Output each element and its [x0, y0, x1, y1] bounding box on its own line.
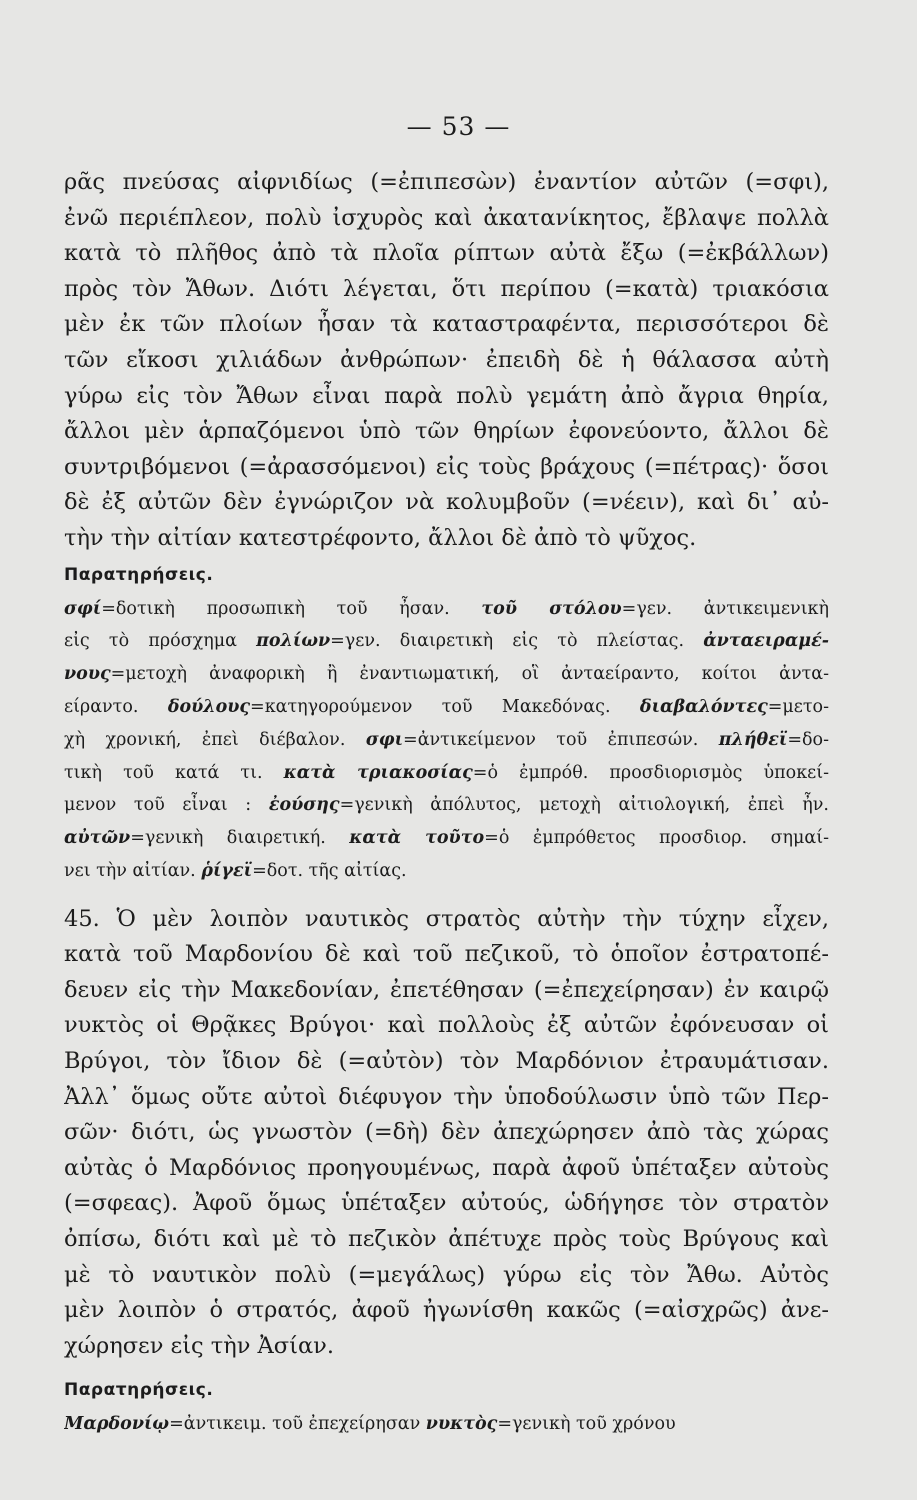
text-line: κατὰ τὸ πλῆθος ἀπὸ τὰ πλοῖα ρίπτων αὐτὰ ἔξω (=ἐκβάλλων): [64, 240, 829, 267]
text-line: μὲν λοιπὸν ὁ στρατός, ἀφοῦ ἠγωνίσθη κακῶς (=αἰσχρῶς) ἀνε-: [64, 1297, 829, 1324]
note-text: =γενικὴ διαιρετική.: [130, 828, 350, 849]
text-line: ρᾶς πνεύσας αἰφνιδίως (=ἐπιπεσὼν) ἐναντίον αὐτῶν (=σφι),: [64, 169, 829, 195]
notes-block-1: [64, 593, 829, 888]
text-line: τὴν τὴν αἰτίαν κατεστρέφοντο, ἄλλοι δὲ ἀπὸ τὸ ψῦχος.: [64, 524, 697, 551]
note-text: μενον τοῦ εἶναι :: [64, 795, 269, 816]
note-term: κατὰ τριακοσίας: [283, 762, 473, 783]
note-text: =δο-: [787, 729, 829, 750]
note-line: [64, 593, 829, 626]
text-line: 45. Ὁ μὲν λοιπὸν ναυτικὸς στρατὸς αὐτὴν τὴν τύχην εἶχεν,: [64, 905, 829, 932]
text-line: δὲ ἐξ αὐτῶν δὲν ἐγνώριζον νὰ κολυμβοῦν (=νέειν), καὶ δι᾽ αὐ-: [64, 489, 829, 516]
note-term: διαβαλόντες: [639, 696, 768, 717]
note-line: [64, 822, 829, 855]
note-term: πλήθεϊ: [718, 729, 788, 750]
note-text: είραντο.: [64, 696, 168, 717]
text-line: Βρύγοι, τὸν ἴδιον δὲ (=αὐτὸν) τὸν Μαρδόνιον ἐτραυμάτισαν.: [64, 1048, 829, 1075]
note-text: =ἀντικείμενον τοῦ ἐπιπεσών.: [403, 729, 719, 750]
text-line: κατὰ τοῦ Μαρδονίου δὲ καὶ τοῦ πεζικοῦ, τὸ ὁποῖον ἐστρατοπέ-: [64, 941, 829, 968]
page-text: [64, 165, 829, 1441]
note-line: [64, 724, 829, 757]
text-line: γύρω εἰς τὸν Ἄθων εἶναι παρὰ πολὺ γεμάτη ἀπὸ ἄγρια θηρία,: [64, 382, 829, 409]
note-text: =δοτ. τῆς αἰτίας.: [252, 860, 407, 881]
note-text: =κατηγορούμενον τοῦ Μακεδόνας.: [250, 696, 640, 717]
text-line: ἐνῶ περιέπλεον, πολὺ ἰσχυρὸς καὶ ἀκατανίκητος, ἔβλαψε πολλὰ: [64, 204, 829, 231]
note-term: Μαρδονίῳ: [64, 1414, 170, 1435]
note-text: =ὁ ἐμπρόθετος προσδιορ. σημαί-: [484, 828, 829, 849]
note-term: ἀνταειραμέ-: [703, 631, 829, 652]
note-text: =μετο-: [767, 696, 829, 717]
note-text: =ὁ ἐμπρόθ. προσδιορισμὸς ὑποκεί-: [472, 762, 829, 783]
text-line: Ἀλλ᾽ ὅμως οὔτε αὐτοὶ διέφυγον τὴν ὑποδούλωσιν ὑπὸ τῶν Περ-: [64, 1083, 829, 1110]
note-text: =γεν. διαιρετικὴ εἰς τὸ πλείστας.: [330, 631, 704, 652]
note-term: ῥίγεϊ: [201, 860, 253, 881]
notes-heading-2: Παρατηρήσεις.: [64, 1380, 214, 1401]
note-line: [64, 855, 829, 888]
notes-block-2: [64, 1408, 829, 1441]
note-text: τικὴ τοῦ κατά τι.: [64, 762, 284, 783]
note-text: χὴ χρονική, ἐπεὶ διέβαλον.: [64, 729, 366, 750]
text-line: νυκτὸς οἱ Θρᾷκες Βρύγοι· καὶ πολλοὺς ἐξ αὐτῶν ἐφόνευσαν οἱ: [64, 1012, 829, 1039]
note-text: =μετοχὴ ἀναφορικὴ ἢ ἐναντιωματική, οἳ ἀνταείραντο, κοίτοι ἀντα-: [110, 664, 829, 685]
note-line: [64, 757, 829, 790]
paragraph-45: [64, 902, 829, 1365]
text-line: αὐτὰς ὁ Μαρδόνιος προηγουμένως, παρὰ ἀφοῦ ὑπέταξεν αὐτοὺς: [64, 1154, 829, 1181]
page-number: — 53 —: [406, 112, 511, 141]
note-line: [64, 1408, 829, 1441]
text-line: (=σφεας). Ἀφοῦ ὅμως ὑπέταξεν αὐτούς, ὡδήγησε τὸν στρατὸν: [64, 1190, 829, 1217]
notes-heading-1: Παρατηρήσεις.: [64, 564, 214, 585]
note-line: [64, 625, 829, 658]
note-term: ἐούσης: [268, 795, 340, 816]
note-text: =δοτικὴ προσωπικὴ τοῦ ἦσαν.: [101, 598, 482, 619]
text-line: χώρησεν εἰς τὴν Ἀσίαν.: [64, 1332, 334, 1359]
note-text: =γενικὴ τοῦ χρόνου: [497, 1414, 676, 1435]
text-line: μὲ τὸ ναυτικὸν πολὺ (=μεγάλως) γύρω εἰς τὸν Ἄθω. Αὐτὸς: [64, 1261, 829, 1288]
note-term: σφί: [64, 598, 102, 619]
note-term: τοῦ στόλου: [481, 598, 622, 619]
note-text: εἰς τὸ πρόσχημα: [64, 631, 257, 652]
text-line: σῶν· διότι, ὡς γνωστὸν (=δὴ) δὲν ἀπεχώρησεν ἀπὸ τὰς χώρας: [64, 1119, 829, 1146]
note-term: νους: [64, 664, 111, 685]
note-term: κατὰ τοῦτο: [349, 828, 485, 849]
paragraph-44-end: [64, 165, 829, 557]
note-text: =γενικὴ ἀπόλυτος, μετοχὴ αἰτιολογική, ἐπεὶ ἦν.: [339, 795, 829, 816]
note-term: δούλους: [167, 696, 251, 717]
text-line: μὲν ἐκ τῶν πλοίων ἦσαν τὰ καταστραφέντα, περισσότεροι δὲ: [64, 311, 829, 338]
note-term: πολίων: [256, 631, 331, 652]
note-term: νυκτὸς: [425, 1414, 498, 1435]
note-line: [64, 789, 829, 822]
text-line: ὀπίσω, διότι καὶ μὲ τὸ πεζικὸν ἀπέτυχε πρὸς τοὺς Βρύγους καὶ: [64, 1226, 829, 1253]
note-line: [64, 658, 829, 691]
note-text: =γεν. ἀντικειμενικὴ: [621, 598, 829, 619]
note-term: σφι: [365, 729, 404, 750]
note-line: [64, 691, 829, 724]
text-line: δευεν εἰς τὴν Μακεδονίαν, ἐπετέθησαν (=ἐπεχείρησαν) ἐν καιρῷ: [64, 976, 829, 1003]
text-line: συντριβόμενοι (=ἀρασσόμενοι) εἰς τοὺς βράχους (=πέτρας)· ὅσοι: [64, 453, 829, 480]
note-text: νει τὴν αἰτίαν.: [64, 860, 202, 881]
note-text: =ἀντικειμ. τοῦ ἐπεχείρησαν: [169, 1414, 426, 1435]
note-term: αὐτῶν: [64, 828, 131, 849]
text-line: ἄλλοι μὲν ἁρπαζόμενοι ὑπὸ τῶν θηρίων ἐφονεύοντο, ἄλλοι δὲ: [64, 418, 829, 445]
text-line: τῶν εἴκοσι χιλιάδων ἀνθρώπων· ἐπειδὴ δὲ ἡ θάλασσα αὐτὴ: [64, 346, 829, 373]
text-line: πρὸς τὸν Ἄθων. Διότι λέγεται, ὅτι περίπου (=κατὰ) τριακόσια: [64, 275, 829, 302]
